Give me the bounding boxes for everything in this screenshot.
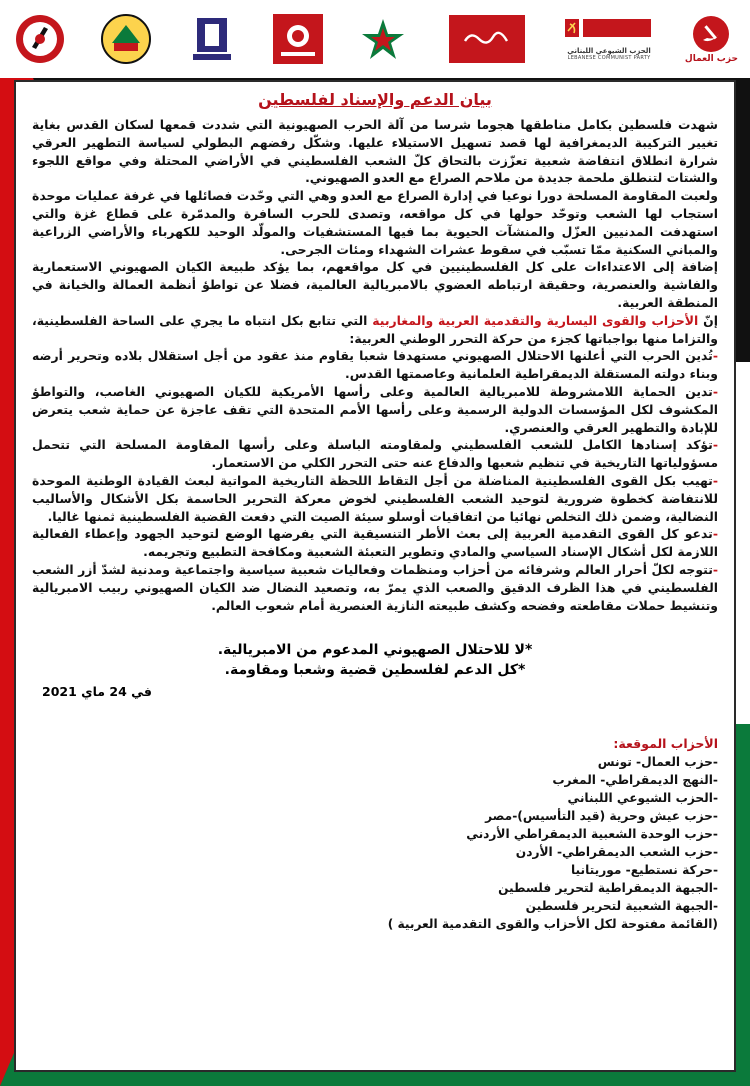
star-emblem-icon xyxy=(360,16,406,62)
signatory-item: -الحزب الشيوعي اللبناني xyxy=(567,791,718,806)
signatory-item: -الجبهة الديمقراطية لتحرير فلسطين xyxy=(498,881,718,896)
statement-date: في 24 ماي 2021 xyxy=(42,684,152,700)
statement-title: بيان الدعم والإسناد لفلسطين xyxy=(258,90,492,109)
parties-lead-word: إنّ xyxy=(703,312,718,328)
hashd-emblem-icon xyxy=(273,14,323,64)
lebanese-communist-english: LEBANESE COMMUNIST PARTY xyxy=(567,55,651,61)
aish-hurriya-logo xyxy=(441,11,533,67)
lebanese-communist-logo xyxy=(563,11,655,67)
point-condemn-protection-text: تدين الحماية اللامشروطة للامبريالية العالمية وعلى رأسها الأمريكية للكيان الصهيوني الغاصب، والتواطؤ المكشوف لكل المؤسسات الدولية الرسمية وعلى رأسها الأمم المتحدة التي تقف عاجزة عن حماية شعب يتعرض للإبادة والتطهير العرقي والعنصري. xyxy=(32,383,718,435)
statement-document xyxy=(14,80,736,1072)
workers-party-logo xyxy=(685,14,738,64)
paragraph-parties-statement xyxy=(32,312,718,348)
nastatee-logo xyxy=(184,11,240,67)
signatories-heading: الأحزاب الموقعة: xyxy=(613,736,718,752)
point-support-text: تؤكد إسنادها الكامل للشعب الفلسطيني ولمقاومته الباسلة وعلى رأسها المقاومة المسلحة التي تتحمل مسؤولياتها التاريخية في تنظيم شعبها والدفاع عنه حتى التحرر الكلي من الاستعمار. xyxy=(32,437,718,471)
point-coordination-text: تدعو كل القوى التقدمية العربية إلى بعث الأطر التنسيقية التي يفرضها الوضع لتوحيد الجهود وإعطاء الفعالية اللازمة لكل أشكال الإسناد السياسي والمادي وتطوير التعبئة الشعبية ومكافحة التطبيع وتجريمه. xyxy=(32,526,718,560)
signatory-item: -حركة نستطيع- موريتانيا xyxy=(570,863,718,878)
point-coordination: -تدعو كل القوى التقدمية العربية إلى بعث الأطر التنسيقية التي يفرضها الوضع لتوحيد الجهود وإعطاء الفعالية اللازمة لكل أشكال الإسناد السياسي والمادي وتطوير التعبئة الشعبية ومكافحة التطبيع وتجريمه. xyxy=(32,526,718,560)
nastatee-emblem-icon xyxy=(191,16,233,62)
point-world-appeal: -تتوجه لكلّ أحرار العالم وشرفائه من أحزاب ومنظمات وفعاليات شعبية سياسية واجتماعية ومدنية لشدّ أزر الشعب الفلسطيني في هذا الظرف الدقيق والصعب الذي يمرّ به، وتصعيد النضال ضد الكيان الصهيوني ربيب الامبريالية وتنشيط حملات مقاطعته وفضحه وكشف طبيعته النازية العنصرية أمام شعوب العالم. xyxy=(32,561,718,613)
slogans-block xyxy=(32,640,718,680)
workers-party-label: حزب العمال xyxy=(684,54,738,64)
point-world-appeal-text: تتوجه لكلّ أحرار العالم وشرفائه من أحزاب ومنظمات وفعاليات شعبية سياسية واجتماعية ومدنية لشدّ أزر الشعب الفلسطيني في هذا الظرف الدقيق والصعب الذي يمرّ به، وتصعيد النضال ضد الكيان الصهيوني ربيب الامبريالية وتنشيط حملات مقاطعته وفضحه وكشف طبيعته النازية العنصرية أمام شعوب العالم. xyxy=(32,561,718,613)
lebanese-communist-emblem-icon xyxy=(565,17,653,47)
point-condemn-war-text: تُدين الحرب التي أعلنها الاحتلال الصهيوني مستهدفا شعبا يقاوم منذ عقود من أجل استقلال بلاده وتحرير أرضه وبناء دولته المستقلة الديمقراطية العلمانية وعاصمتها القدس. xyxy=(32,348,718,382)
party-logos-strip xyxy=(0,0,750,78)
point-condemn-war: -تُدين الحرب التي أعلنها الاحتلال الصهيوني مستهدفا شعبا يقاوم منذ عقود من أجل استقلال بلاده وتحرير أرضه وبناء دولته المستقلة الديمقراطية العلمانية وعاصمتها القدس. xyxy=(32,348,718,382)
jordan-popular-unity-logo xyxy=(355,11,411,67)
signatory-item: -حزب الوحدة الشعبية الديمقراطي الأردني xyxy=(466,827,718,842)
parties-rest: التي تتابع بكل انتباه ما يجري على الساحة الفلسطينية، والتزاما منها بواجباتها كجزء من حركة التحرر الوطني العربية: xyxy=(32,312,718,346)
dflp-emblem-icon xyxy=(100,13,152,65)
signatory-item: (القائمة مفتوحة لكل الأحزاب والقوى التقدمية العربية ) xyxy=(387,917,718,932)
aish-hurriya-emblem-icon xyxy=(449,15,525,63)
hammer-sickle-icon xyxy=(691,14,731,54)
jordan-peoples-democratic-logo xyxy=(270,11,326,67)
lebanese-communist-name: الحزب الشيوعي اللبناني xyxy=(567,47,651,55)
paragraph-intro: شهدت فلسطين بكامل مناطقها هجوما شرسا من آلة الحرب الصهيونية التي شددت قمعها لسكان القدس بغاية تغيير التركيبة الديمغرافية لها قصد تسهيل الاستيلاء عليها. وشكّل رفضهم البطولي لسياسة التطهير العرقي شرارة انطلاق انتفاضة شعبية تعزّزت بالتحاق كلّ الشعب الفلسطيني في الأراضي المحتلة وفي مواقع اللجوء والشتات لتنطلق ملحمة جديدة من ملاحم الصراع مع العدو الصهيوني. xyxy=(32,117,718,186)
parties-highlight: الأحزاب والقوى اليسارية والتقدمية العربية والمغاربية xyxy=(372,312,699,328)
signatory-item: -حزب عيش وحرية (قيد التأسيس)-مصر xyxy=(485,809,718,824)
slogan-no-occupation: *لا للاحتلال الصهيوني المدعوم من الامبريالية. xyxy=(217,642,533,659)
signatory-item: -حزب الشعب الديمقراطي- الأردن xyxy=(515,845,718,860)
pflp-emblem-icon xyxy=(14,13,66,65)
point-unified-leadership: -تهيب بكل القوى الفلسطينية المناضلة من أجل التقاط اللحظة التاريخية المواتية لبعث القيادة الوطنية الموحدة للانتفاضة كخطوة ضرورية لتوحيد الشعب الفلسطيني لخوض معركة التحرير الحاسمة بكل الأشكال والأساليب النضالية، وضمن ذلك التخلص نهائيا من اتفاقيات أوسلو سيئة الصيت التي دفعت القضية الفلسطينية ثمنها غاليا. xyxy=(32,472,718,524)
signatory-item: -حزب العمال- تونس xyxy=(597,755,718,770)
point-condemn-protection: -تدين الحماية اللامشروطة للامبريالية العالمية وعلى رأسها الأمريكية للكيان الصهيوني الغاصب، والتواطؤ المكشوف لكل المؤسسات الدولية الرسمية وعلى رأسها الأمم المتحدة التي تقف عاجزة عن حماية شعب يتعرض للإبادة والتطهير العرقي والعنصري. xyxy=(32,383,718,435)
paragraph-aggressions: إضافة إلى الاعتداءات على كل الفلسطينيين في كل مواقعهم، بما يؤكد طبيعة الكيان الصهيوني الاستعمارية والفاشية والعنصرية، وحقيقة ارتباطه العضوي بالامبريالية العالمية، فضلا عن تواطؤ أنظمة العمالة والخيانة في المنطقة العربية. xyxy=(32,259,718,310)
point-support: -تؤكد إسنادها الكامل للشعب الفلسطيني ولمقاومته الباسلة وعلى رأسها المقاومة المسلحة التي تتحمل مسؤولياتها التاريخية في تنظيم شعبها والدفاع عنه حتى التحرر الكلي من الاستعمار. xyxy=(32,437,718,471)
pflp-logo xyxy=(12,11,68,67)
dflp-logo xyxy=(98,11,154,67)
point-unified-leadership-text: تهيب بكل القوى الفلسطينية المناضلة من أجل التقاط اللحظة التاريخية المواتية لبعث القيادة الوطنية الموحدة للانتفاضة كخطوة ضرورية لتوحيد الشعب الفلسطيني لخوض معركة التحرير الحاسمة بكل الأشكال والأساليب النضالية، وضمن ذلك التخلص نهائيا من اتفاقيات أوسلو سيئة الصيت التي دفعت القضية الفلسطينية ثمنها غاليا. xyxy=(32,472,718,524)
signatory-item: -النهج الديمقراطي- المغرب xyxy=(552,773,718,788)
paragraph-resistance: ولعبت المقاومة المسلحة دورا نوعيا في إدارة الصراع مع العدو وهي التي وحّدت فصائلها في غرفة عمليات موحدة استجاب لها الشعب وتوحّد حولها في كل مواقعه، وتصدى للحرب السافرة والمدمّرة على قطاع غزة والتي استهدفت المدنيين العزّل والمنشآت الحيوية بما فيها المستشفيات والمولّد الوحيد للكهرباء والأراضي الزراعية والمباني السكنية ممّا تسبّب في سقوط عشرات الشهداء ومئات الجرحى. xyxy=(32,188,718,257)
signatories-list xyxy=(32,753,718,933)
signatory-item: -الجبهة الشعبية لتحرير فلسطين xyxy=(525,899,718,914)
slogan-full-support: *كل الدعم لفلسطين قضية وشعبا ومقاومة. xyxy=(224,662,526,679)
